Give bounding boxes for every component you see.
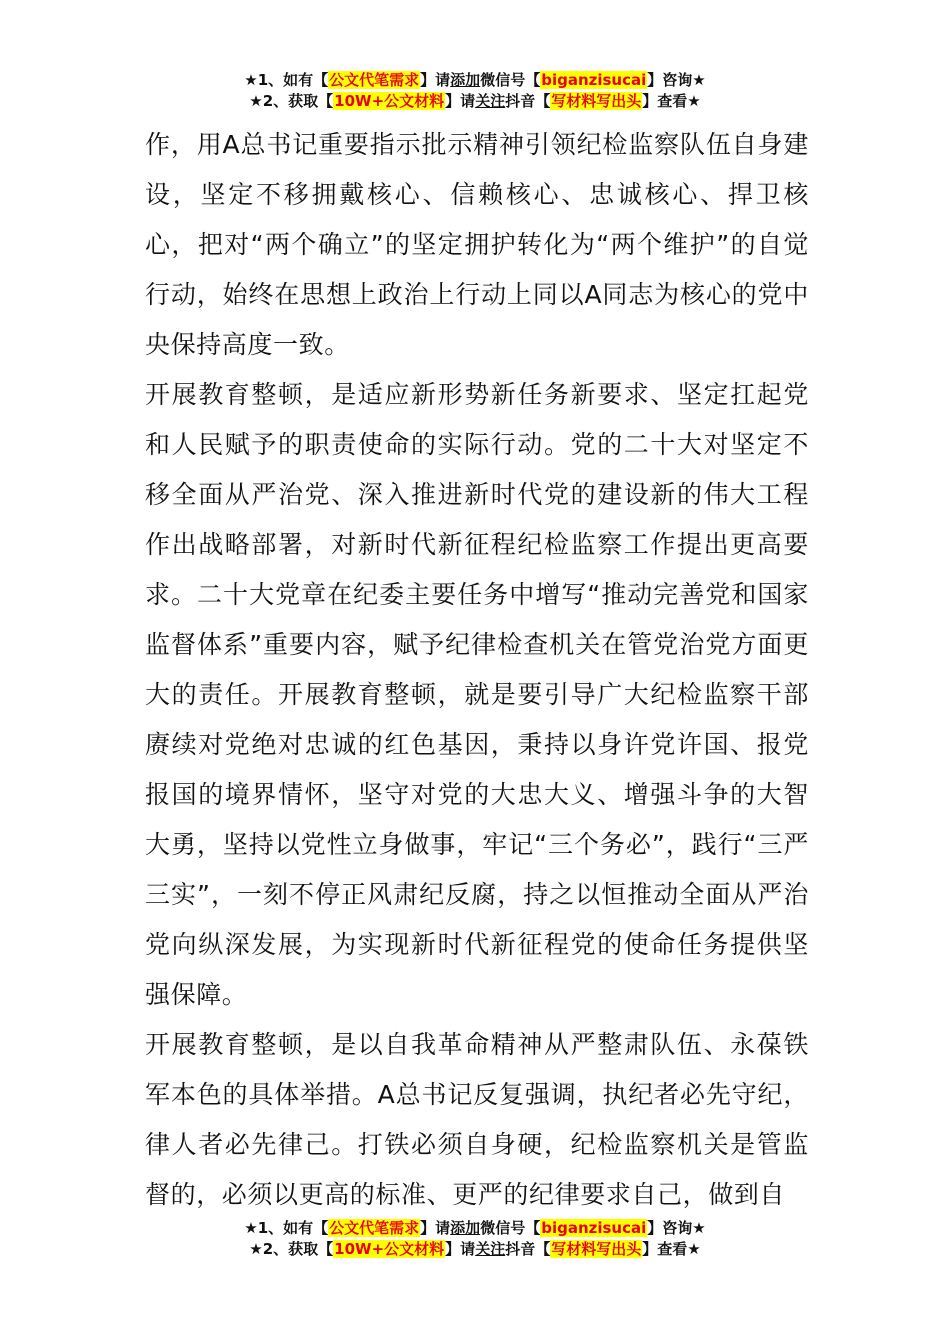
star-icon: ★: [244, 71, 258, 89]
banner-text: 】咨询: [647, 71, 693, 89]
highlight-service: 公文代笔需求: [329, 71, 420, 89]
banner-line-1: [0, 1218, 950, 1239]
underlined-text: 关注: [475, 1240, 506, 1258]
paragraph: 开展教育整顿，是适应新形势新任务新要求、坚定扛起党和人民赋予的职责使命的实际行动。党的二十大对坚定不移全面从严治党、深入推进新时代党的建设新的伟大工程作出战略部署，对新时代新征程纪检监察工作提出更高要求。二十大党章在纪委主要任务中增写“推动完善党和国家监督体系”重要内容，赋予纪律检查机关在管党治党方面更大的责任。开展教育整顿，就是要引导广大纪检监察干部赓续对党绝对忠诚的红色基因，秉持以身许党许国、报党报国的境界情怀，坚守对党的大忠大义、增强斗争的大智大勇，坚持以党性立身做事，牢记“三个务必”，践行“三严三实”，一刻不停正风肃纪反腐，持之以恒推动全面从严治党向纵深发展，为实现新时代新征程党的使命任务提供坚强保障。: [145, 380, 809, 1009]
banner-text: 微信号【: [480, 71, 541, 89]
highlight-douyin: 写材料写出头: [551, 1240, 642, 1258]
banner-text: 2、获取【: [262, 92, 334, 110]
banner-text: 】请: [445, 92, 476, 110]
underlined-text: 关注: [475, 92, 506, 110]
highlight-materials: 10W+公文材料: [334, 1240, 445, 1258]
star-icon: ★: [249, 1240, 263, 1258]
document-body: [145, 120, 809, 1220]
underlined-text: 添加: [450, 71, 481, 89]
banner-text: 微信号【: [480, 1219, 541, 1237]
banner-text: 】咨询: [647, 1219, 693, 1237]
banner-text: 】查看: [642, 92, 688, 110]
paragraph: 开展教育整顿，是以自我革命精神从严整肃队伍、永葆铁军本色的具体举措。A总书记反复强调，执纪者必先守纪，律人者必先律己。打铁必须自身硬，纪检监察机关是管监督的，必须以更高的标准、更严的纪律要求自己，做到自: [145, 1030, 809, 1209]
banner-text: 抖音【: [505, 1240, 551, 1258]
star-icon: ★: [687, 92, 701, 110]
banner-line-1: [0, 70, 950, 91]
highlight-wechat-id: biganzisucai: [541, 1219, 647, 1237]
highlight-douyin: 写材料写出头: [551, 92, 642, 110]
star-icon: ★: [687, 1240, 701, 1258]
banner-text: 】请: [445, 1240, 476, 1258]
banner-text: 1、如有【: [257, 71, 329, 89]
highlight-wechat-id: biganzisucai: [541, 71, 647, 89]
star-icon: ★: [249, 92, 263, 110]
paragraph: 作，用A总书记重要指示批示精神引领纪检监察队伍自身建设，坚定不移拥戴核心、信赖核心、忠诚核心、捍卫核心，把对“两个确立”的坚定拥护转化为“两个维护”的自觉行动，始终在思想上政治上行动上同以A同志为核心的党中央保持高度一致。: [145, 130, 809, 359]
highlight-service: 公文代笔需求: [329, 1219, 420, 1237]
banner-line-2: [0, 1239, 950, 1260]
banner-text: 1、如有【: [257, 1219, 329, 1237]
header-banner: [0, 70, 950, 112]
star-icon: ★: [692, 1219, 706, 1237]
banner-text: 】请: [420, 71, 451, 89]
banner-text: 】查看: [642, 1240, 688, 1258]
banner-line-2: [0, 91, 950, 112]
star-icon: ★: [244, 1219, 258, 1237]
underlined-text: 添加: [450, 1219, 481, 1237]
banner-text: 2、获取【: [262, 1240, 334, 1258]
banner-text: 】请: [420, 1219, 451, 1237]
banner-text: 抖音【: [505, 92, 551, 110]
footer-banner: [0, 1218, 950, 1260]
highlight-materials: 10W+公文材料: [334, 92, 445, 110]
star-icon: ★: [692, 71, 706, 89]
